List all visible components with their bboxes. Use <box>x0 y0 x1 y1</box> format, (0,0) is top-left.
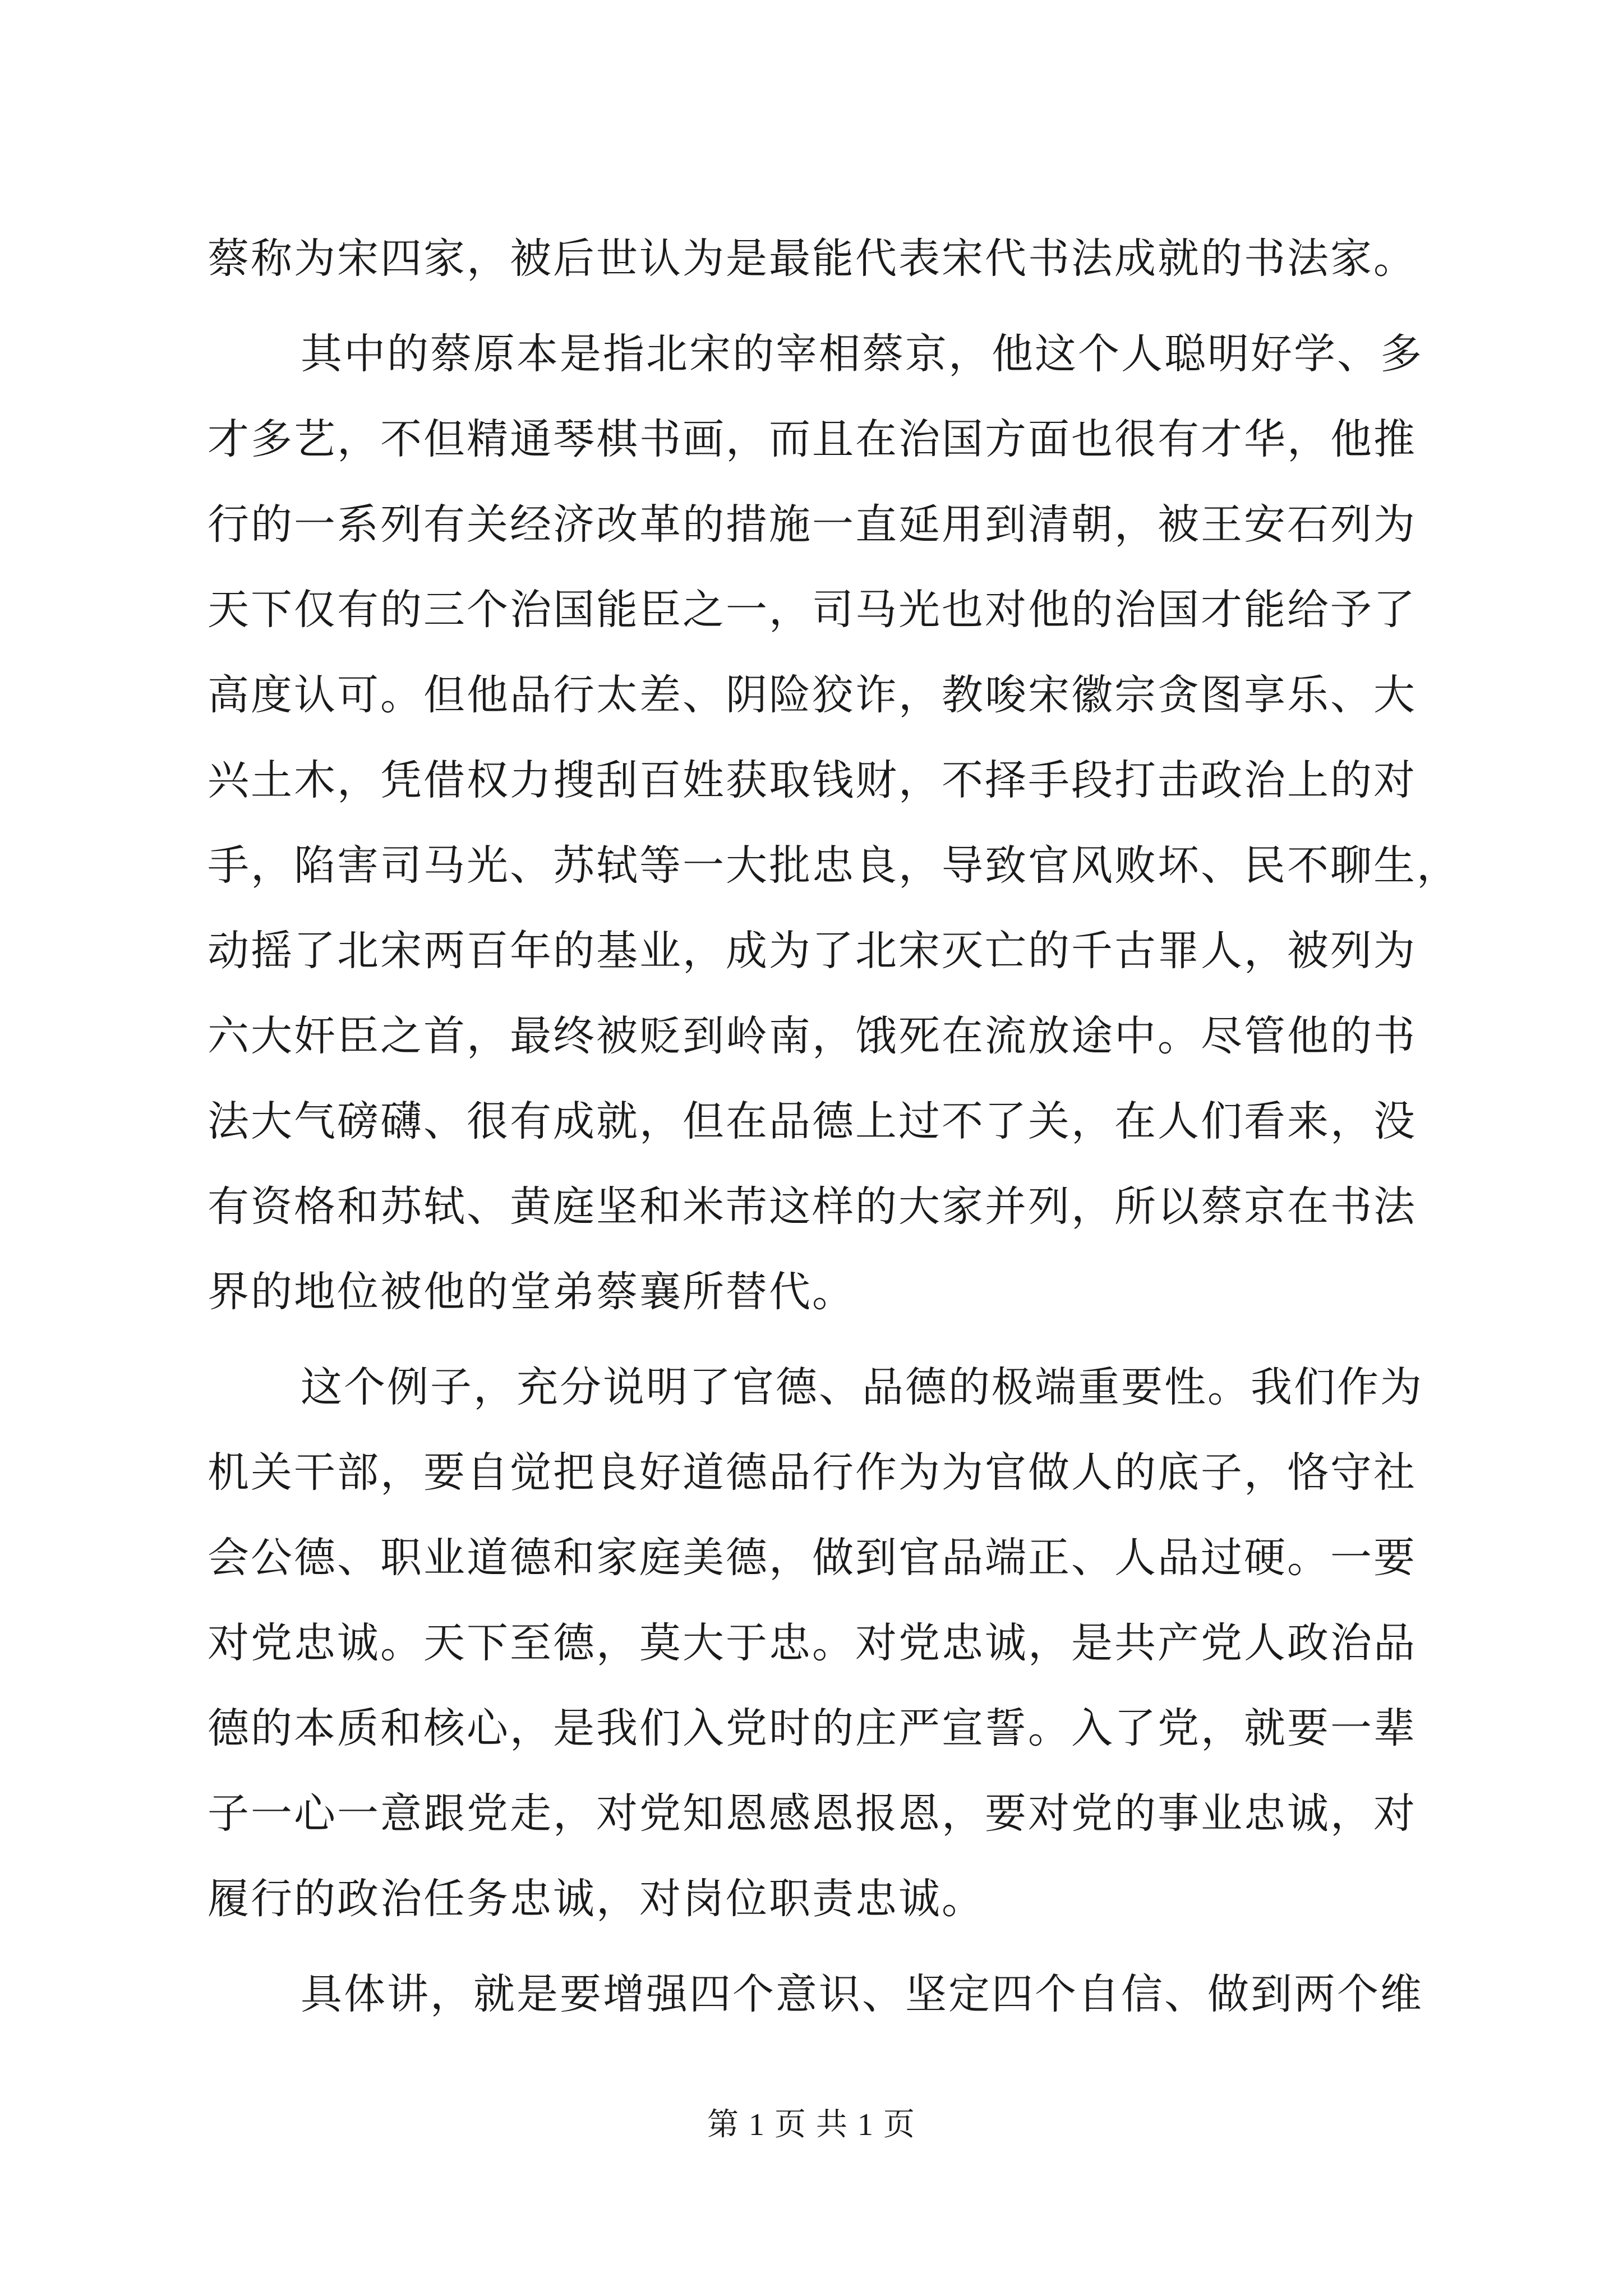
text-line: 界的地位被他的堂弟蔡襄所替代。 <box>208 1268 855 1316</box>
text-line: 子一心一意跟党走，对党知恩感恩报恩，要对党的事业忠诚，对 <box>208 1789 1417 1838</box>
text-line: 机关干部，要自觉把良好道德品行作为为官做人的底子，恪守社 <box>208 1448 1417 1497</box>
text-line: 法大气磅礴、很有成就，但在品德上过不了关，在人们看来，没 <box>208 1097 1417 1145</box>
text-line: 高度认可。但他品行太差、阴险狡诈，教唆宋徽宗贪图享乐、大 <box>208 671 1417 719</box>
text-line: 六大奸臣之首，最终被贬到岭南，饿死在流放途中。尽管他的书 <box>208 1012 1417 1060</box>
text-line: 履行的政治任务忠诚，对岗位职责忠诚。 <box>208 1875 985 1923</box>
text-line: 德的本质和核心，是我们入党时的庄严宣誓。入了党，就要一辈 <box>208 1704 1417 1752</box>
text-line: 对党忠诚。天下至德，莫大于忠。对党忠诚，是共产党人政治品 <box>208 1619 1417 1667</box>
text-line: 有资格和苏轼、黄庭坚和米芾这样的大家并列，所以蔡京在书法 <box>208 1182 1417 1231</box>
text-line: 动摇了北宋两百年的基业，成为了北宋灭亡的千古罪人，被列为 <box>208 927 1417 975</box>
text-line: 行的一系列有关经济改革的措施一直延用到清朝，被王安石列为 <box>208 500 1417 549</box>
text-line: 手，陷害司马光、苏轼等一大批忠良，导致官风败坏、民不聊生， <box>208 841 1460 890</box>
paragraph-start-line: 这个例子，充分说明了官德、品德的极端重要性。我们作为 <box>301 1363 1423 1411</box>
page-number-footer: 第 1 页 共 1 页 <box>707 2108 916 2142</box>
text-line: 兴土木，凭借权力搜刮百姓获取钱财，不择手段打击政治上的对 <box>208 756 1417 804</box>
text-line: 才多艺，不但精通琴棋书画，而且在治国方面也很有才华，他推 <box>208 415 1417 463</box>
body-text <box>208 216 1460 2037</box>
paragraph-start-line: 具体讲，就是要增强四个意识、坚定四个自信、做到两个维 <box>301 1970 1423 2018</box>
paragraph-start-line: 其中的蔡原本是指北宋的宰相蔡京，他这个人聪明好学、多 <box>301 330 1423 378</box>
text-line: 会公德、职业道德和家庭美德，做到官品端正、人品过硬。一要 <box>208 1534 1417 1582</box>
text-line: 蔡称为宋四家，被后世认为是最能代表宋代书法成就的书法家。 <box>208 234 1417 283</box>
text-line: 天下仅有的三个治国能臣之一，司马光也对他的治国才能给予了 <box>208 586 1417 634</box>
